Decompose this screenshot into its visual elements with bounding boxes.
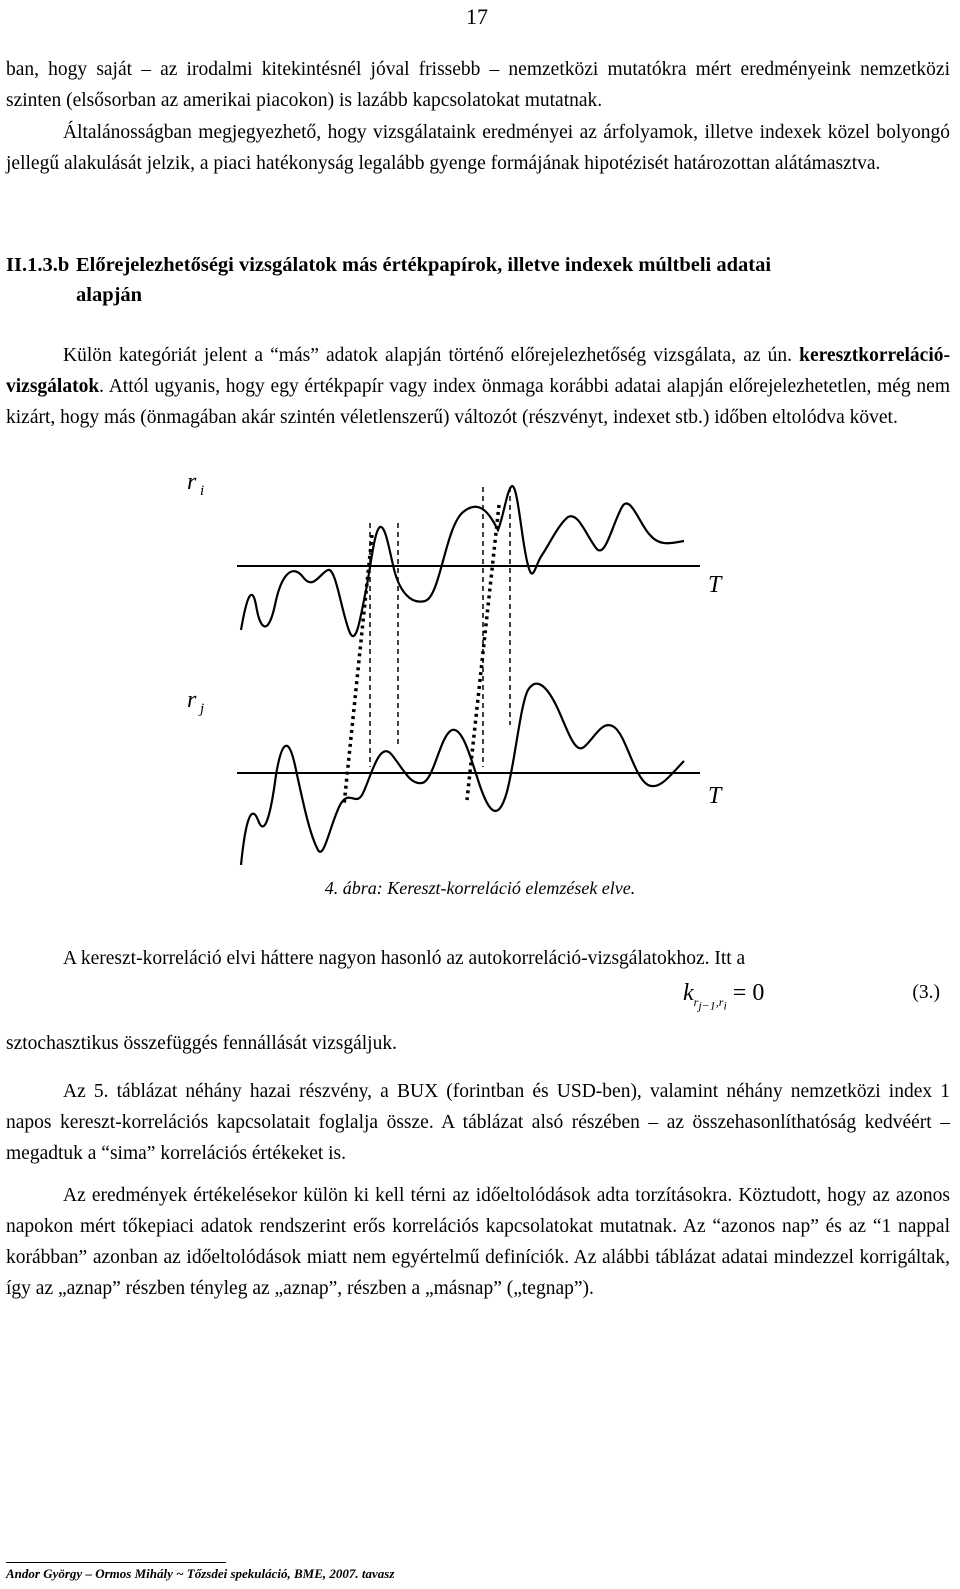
equation-number: (3.)	[912, 982, 940, 1003]
paragraph-6: Az 5. táblázat néhány hazai részvény, a BUX (forintban és USD-ben), valamint néhány nemzetközi index 1 napos kereszt-korrelációs kapcsolatait foglalja össze. A táblázat alsó részében – az összehasonlíthatóság kedvéért – megadtuk a “sima” korrelációs értékeket is.	[6, 1081, 950, 1164]
section-title: Előrejelezhetőségi vizsgálatok más értékpapírok, illetve indexek múltbeli adatai	[76, 254, 772, 276]
label-ri: r	[187, 469, 197, 495]
section-number: II.1.3.b	[6, 254, 70, 276]
label-rj-sub: j	[200, 701, 205, 717]
paragraph-4: A kereszt-korreláció elvi háttere nagyon hasonló az autokorreláció-vizsgálatokhoz. Itt a	[63, 948, 746, 969]
paragraph-3-part-a: Külön kategóriát jelent a “más” adatok alapján történő előrejelezhetőség vizsgálata, az ún.	[63, 345, 800, 366]
eq-rhs: = 0	[732, 980, 765, 1006]
footer-text: Andor György – Ormos Mihály ~ Tőzsdei spekuláció, BME, 2007. tavasz	[6, 1566, 395, 1581]
lag-line-2	[467, 505, 499, 800]
eq-sub-i: i	[723, 998, 727, 1013]
curve-ri	[241, 486, 684, 636]
section-title-cont: alapján	[76, 284, 143, 306]
label-T-top: T	[708, 572, 722, 598]
eq-sub-r1: r	[693, 994, 699, 1009]
paragraph-3-part-b: . Attól ugyanis, hogy egy értékpapír vagy index önmaga korábbi adatai alapján előrejelezhetetlen, még nem kizárt, hogy más (önmagában akár szintén véletlenszerű) változót (részvényt, indexet stb.) időben eltolódva követ.	[6, 376, 950, 428]
equation: $k_{r_{j-1},r_i} = 0$	[683, 980, 765, 1013]
figure-caption: 4. ábra: Kereszt-korreláció elemzések elve.	[324, 878, 636, 898]
paragraph-1: ban, hogy saját – az irodalmi kitekintésnél jóval frissebb – nemzetközi mutatókra mért eredményeink nemzetközi szinten (elsősorban az amerikai piacokon) is lazább kapcsolatokat mutatnak.	[6, 59, 950, 111]
eq-sub-j: j−1	[698, 998, 716, 1013]
label-T-bottom: T	[708, 783, 722, 809]
paragraph-5: sztochasztikus összefüggés fennállását vizsgáljuk.	[6, 1033, 397, 1054]
section-heading	[6, 250, 946, 310]
cross-correlation-figure	[0, 455, 960, 875]
paragraph-7: Az eredmények értékelésekor külön ki kell térni az időeltolódások adta torzításokra. Köztudott, hogy az azonos napokon mért tőkepiaci adatok rendszerint erős korrelációs kapcsolatokat mutatnak. Az “azonos nap” és az “1 nappal korábban” azonban az időeltolódások miatt nem egyértelmű definíciók. Az alábbi táblázat adatai mindezzel korrigáltak, így az „aznap” részben tényleg az „aznap”, részben a „másnap” („tegnap”).	[6, 1185, 950, 1299]
label-ri-sub: i	[200, 483, 205, 499]
paragraph-3	[6, 340, 950, 433]
paragraph-3-term: keresztkorreláció-vizsgálatok	[6, 345, 950, 397]
eq-sub-r2: r	[718, 994, 724, 1009]
paragraph-2: Általánosságban megjegyezhető, hogy vizsgálataink eredményei az árfolyamok, illetve indexek közel bolyongó jellegű alakulását jelzik, a piaci hatékonyság legalább gyenge formájának hipotézisét határozottan alátámasztva.	[6, 122, 950, 174]
curve-rj	[241, 684, 684, 865]
label-rj: r	[187, 687, 197, 713]
page-number: 17	[466, 4, 488, 29]
eq-k: k	[683, 980, 694, 1006]
footer-rule	[6, 1562, 226, 1563]
